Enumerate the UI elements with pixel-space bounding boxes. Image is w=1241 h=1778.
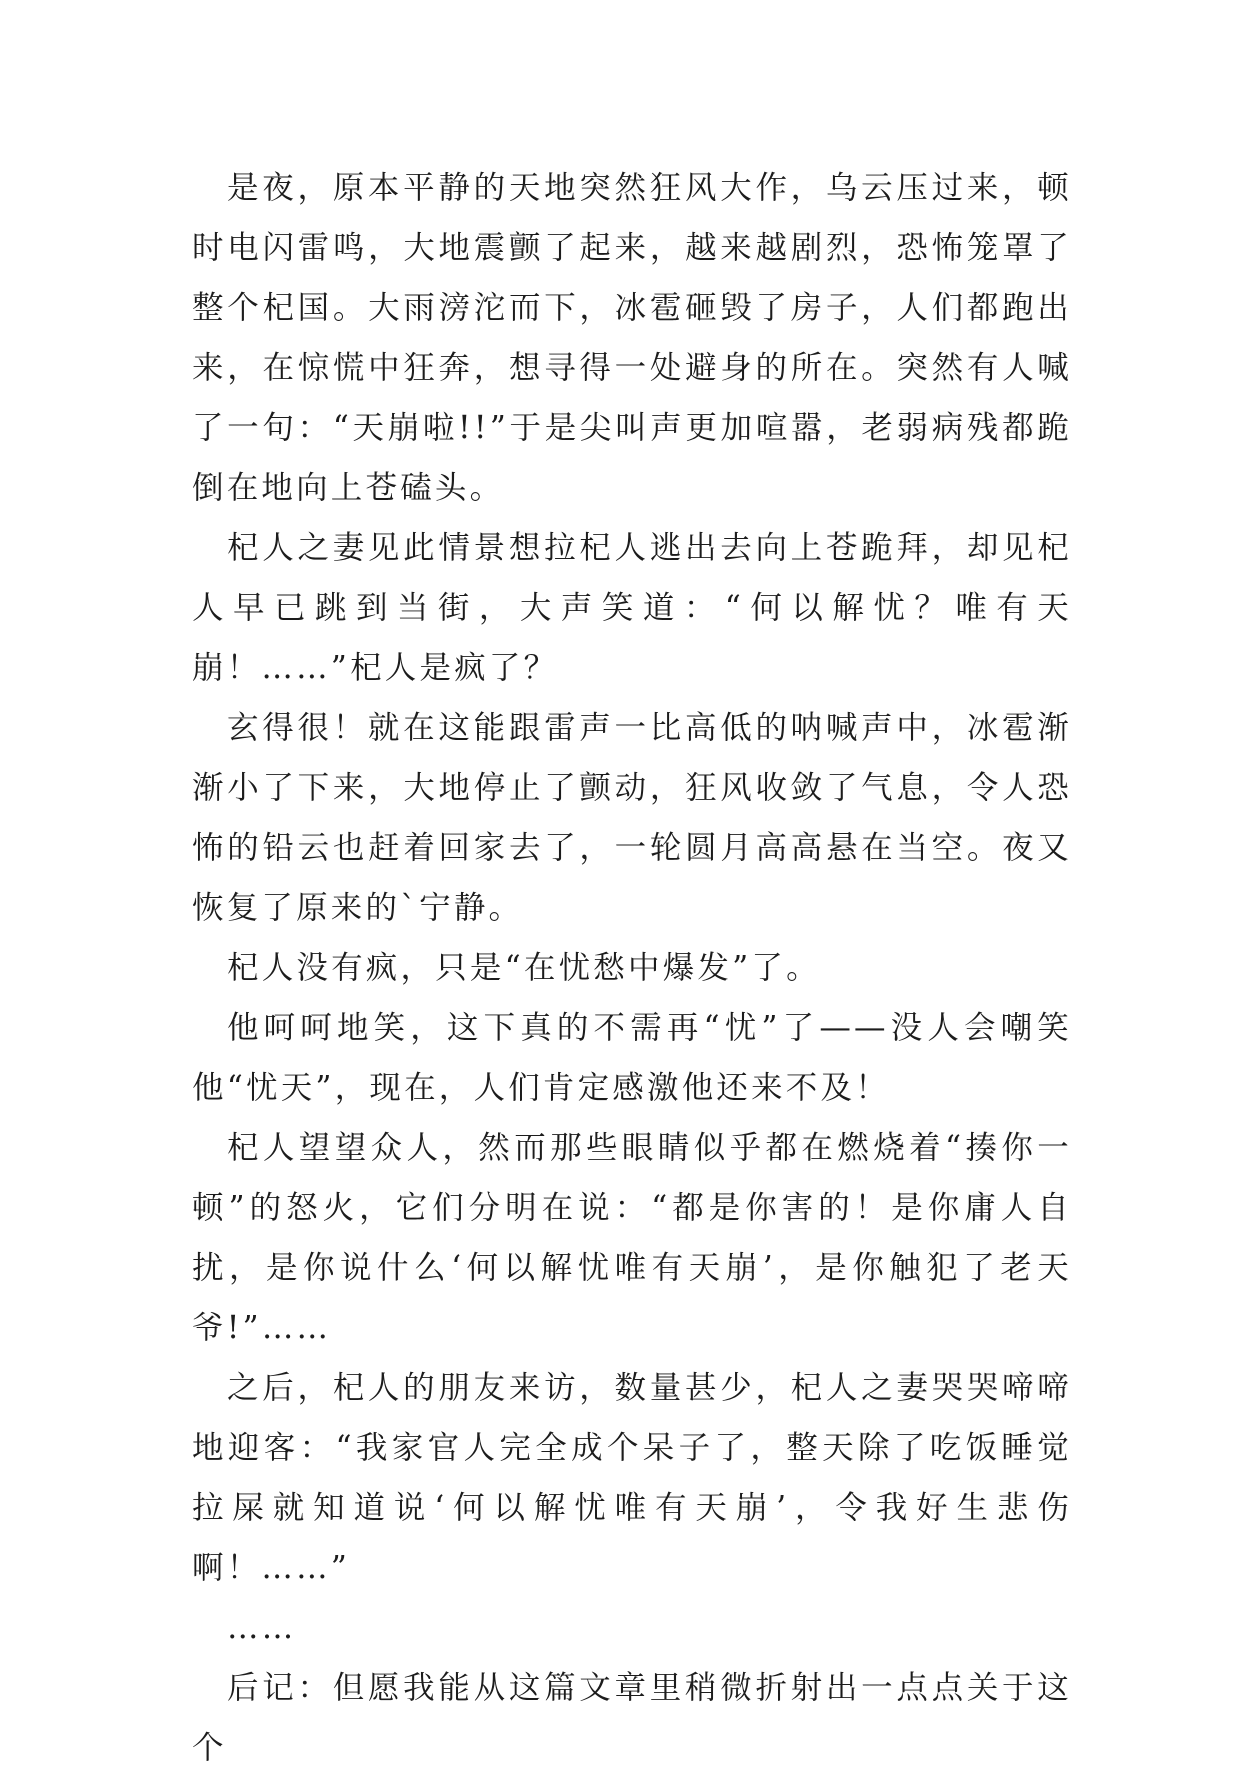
document-body (192, 158, 1072, 1778)
paragraph-laughs: 他呵呵地笑，这下真的不需再“忧”了——没人会嘲笑他“忧天”，现在，人们肯定感激他还来不及！ (192, 1010, 1072, 1106)
paragraph-crowd-anger: 杞人望望众人，然而那些眼睛似乎都在燃烧着“揍你一顿”的怒火，它们分明在说：“都是你害的！是你庸人自扰，是你说什么‘何以解忧唯有天崩’，是你触犯了老天爷!”…… (192, 1130, 1072, 1346)
paragraph-postscript: 后记：但愿我能从这篇文章里稍微折射出一点点关于这个 (192, 1670, 1072, 1766)
paragraph-not-mad: 杞人没有疯，只是“在忧愁中爆发”了。 (227, 950, 821, 986)
paragraph-friends-visit: 之后，杞人的朋友来访，数量甚少，杞人之妻哭哭啼啼地迎客：“我家官人完全成个呆子了，整天除了吃饭睡觉拉屎就知道说‘何以解忧唯有天崩’，令我好生悲伤啊！……” (192, 1370, 1072, 1586)
paragraph-storm: 是夜，原本平静的天地突然狂风大作，乌云压过来，顿时电闪雷鸣，大地震颤了起来，越来越剧烈，恐怖笼罩了整个杞国。大雨滂沱而下，冰雹砸毁了房子，人们都跑出来，在惊慌中狂奔，想寻得一处避身的所在。突然有人喊了一句：“天崩啦!!”于是尖叫声更加喧嚣，老弱病残都跪倒在地向上苍磕头。 (192, 170, 1072, 506)
paragraph-wife-sees: 杞人之妻见此情景想拉杞人逃出去向上苍跪拜，却见杞人早已跳到当街，大声笑道：“何以解忧？唯有天崩！……”杞人是疯了？ (192, 530, 1072, 686)
paragraph-ellipsis: …… (227, 1610, 297, 1646)
paragraph-calm-returns: 玄得很！就在这能跟雷声一比高低的呐喊声中，冰雹渐渐小了下来，大地停止了颤动，狂风收敛了气息，令人恐怖的铅云也赶着回家去了，一轮圆月高高悬在当空。夜又恢复了原来的`宁静。 (192, 710, 1072, 926)
